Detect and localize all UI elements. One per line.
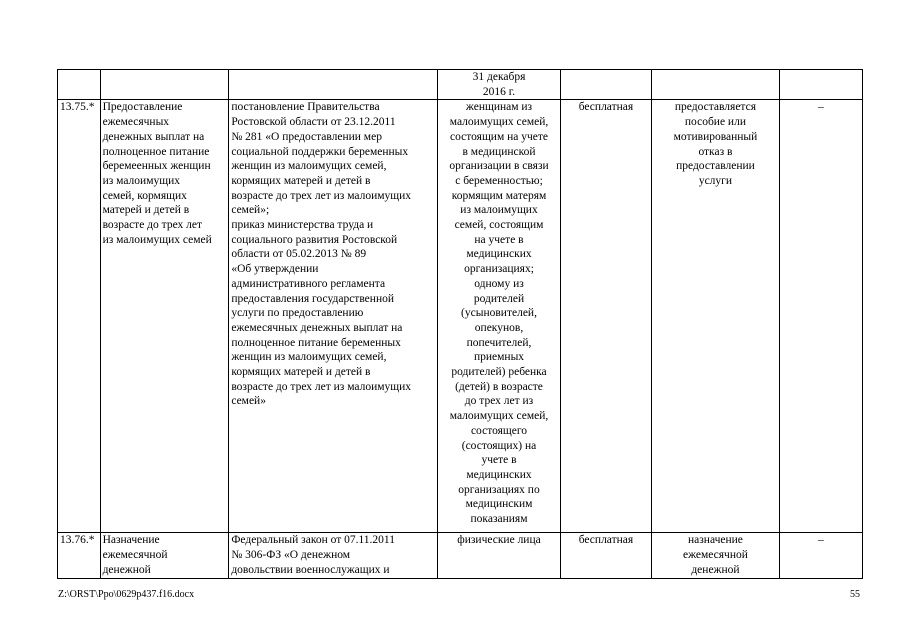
row-number-cell: 13.76.* [58,533,101,579]
service-name-cell [100,70,229,100]
recipients-cell: физические лица [438,533,561,579]
last-cell [779,70,862,100]
cost-cell: бесплатная [560,533,651,579]
result-cell: предоставляется пособие или мотивированный отказ в предоставлении услуги [652,100,780,533]
service-name-cell: Предоставление ежемесячных денежных выплат на полноценное питание беремеенных женщин из малоимущих семей, кормящих матерей и детей в возрасте до трех лет из малоимущих семей [100,100,229,533]
cost-cell [560,70,651,100]
row-number-cell [58,70,101,100]
row-number-cell: 13.75.* [58,100,101,533]
last-cell: – [779,533,862,579]
result-cell: назначение ежемесячной денежной [652,533,780,579]
table-row [58,100,863,533]
service-name-cell: Назначение ежемесячной денежной [100,533,229,579]
legal-basis-cell: Федеральный закон от 07.11.2011 № 306-ФЗ «О денежном довольствии военнослужащих и [229,533,438,579]
recipients-cell: женщинам из малоимущих семей, состоящим на учете в медицинской организации в связи с беременностью; кормящим матерям из малоимущих семей, состоящим на учете в медицинских организациях; одному из родителей (усыновителей, опекунов, попечителей, приемных родителей) ребенка (детей) в возрасте до трех лет из малоимущих семей, состоящего (состоящих) на учете в медицинских организациях по медицинским показаниям [438,100,561,533]
file-path-footer: Z:\ORST\Ppo\0629p437.f16.docx [58,589,195,600]
legal-basis-cell [229,70,438,100]
result-cell [652,70,780,100]
table-row [58,533,863,579]
page-number: 55 [850,589,860,600]
document-table [57,69,863,579]
cost-cell: бесплатная [560,100,651,533]
recipients-cell: 31 декабря 2016 г. [438,70,561,100]
last-cell: – [779,100,862,533]
table-row [58,70,863,100]
legal-basis-cell: постановление Правительства Ростовской области от 23.12.2011 № 281 «О предоставлении мер социальной поддержки беременных женщин из малоимущих семей, кормящих матерей и детей в возрасте до трех лет из малоимущих семей»; приказ министерства труда и социального развития Ростовской области от 05.02.2013 № 89 «Об утверждении административного регламента предоставления государственной услуги по предоставлению ежемесячных денежных выплат на полноценное питание беременных женщин из малоимущих семей, кормящих матерей и детей в возрасте до трех лет из малоимущих семей» [229,100,438,533]
